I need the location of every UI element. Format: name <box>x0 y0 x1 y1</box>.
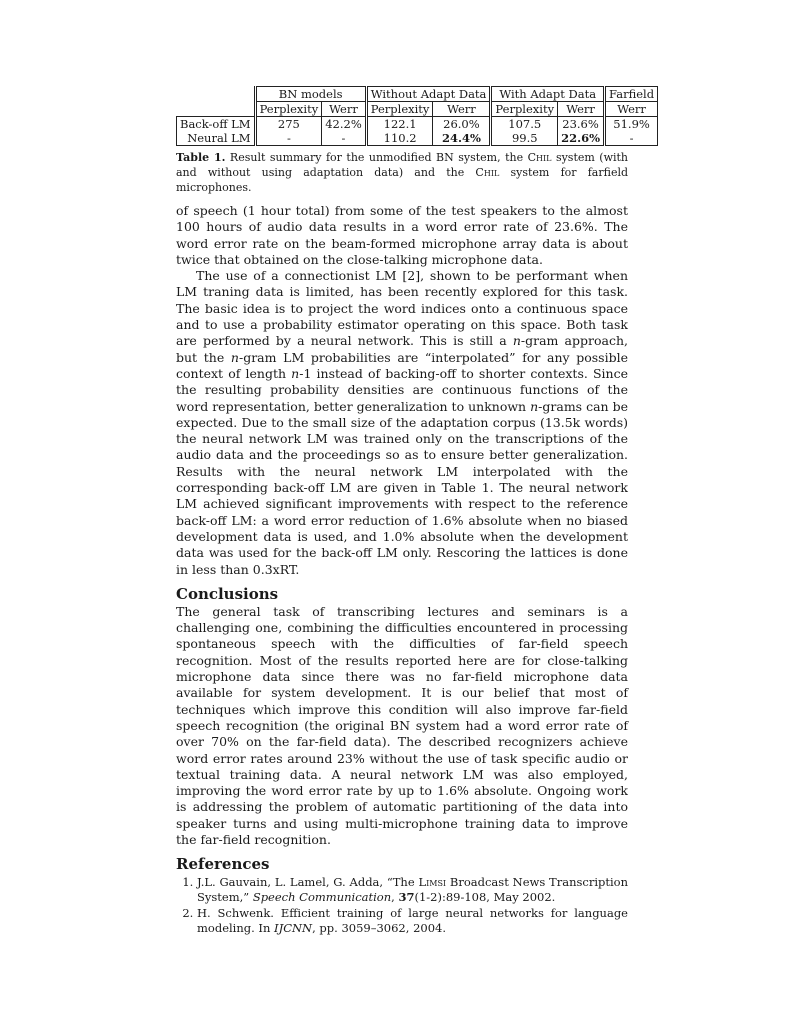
table-cell: 42.2% <box>322 117 367 132</box>
body-text <box>176 203 628 936</box>
table-cell: - <box>322 131 367 146</box>
table-cell: 22.6% <box>561 131 601 145</box>
table-cell: 23.6% <box>558 117 605 132</box>
table-row <box>177 117 658 132</box>
section-heading-conclusions: Conclusions <box>176 584 279 603</box>
table-cell: - <box>605 131 658 146</box>
table-cell: 99.5 <box>491 131 558 146</box>
table-header-with-adapt: With Adapt Data <box>491 87 605 102</box>
table-cell: 110.2 <box>366 131 433 146</box>
table-header-bn: BN models <box>255 87 366 102</box>
table-cell: 122.1 <box>366 117 433 132</box>
page-content <box>176 86 655 937</box>
table-subheader: Werr <box>322 102 367 117</box>
table-cell: - <box>255 131 322 146</box>
paragraph: The general task of transcribing lectures and seminars is a challenging one, combining the difficulties encountered in processing spontaneous speech with the difficulties of far-field speech recognition. Most of the results reported here are for close-talking microphone data since there was no far-field microphone data available for system development. It is our belief that most of techniques which improve this condition will also improve far-field speech recognition (the original BN system had a word error rate of over 70% on the far-field data). The described recognizers achieve word error rates around 23% without the use of task specific audio or textual training data. A neural network LM was also employed, improving the word error rate by up to 1.6% absolute. Ongoing work is addressing the problem of automatic partitioning of the data into speaker turns and using multi-microphone training data to improve the far-field recognition. <box>176 603 628 847</box>
table-caption: Table 1. Result summary for the unmodified BN system, the Chil system (with and without using adaptation data) and the Chil system for farfield microphones. <box>176 151 629 194</box>
table-cell: 107.5 <box>491 117 558 132</box>
table-subheader: Perplexity <box>255 102 322 117</box>
table-subheader: Werr <box>433 102 491 117</box>
table-subheader: Perplexity <box>491 102 558 117</box>
table-subheader: Perplexity <box>366 102 433 117</box>
paragraph: of speech (1 hour total) from some of the test speakers to the almost 100 hours of audio data results in a word error rate of 23.6%. The word error rate on the beam-formed microphone array data is about twice that obtained on the close-talking microphone data. <box>176 203 628 267</box>
results-table <box>176 86 658 146</box>
paragraph: The use of a connectionist LM [2], shown to be performant when LM traning data is limited, has been recently explored for this task. The basic idea is to project the word indices onto a continuous space and to use a probability estimator operating on this space. Both task are performed by a neural network. This is still a n-gram approach, but the n-gram LM probabilities are “interpolated” for any possible context of length n-1 instead of backing-off to shorter contexts. Since the resulting probability densities are continuous functions of the word representation, better generalization to unknown n-grams can be expected. Due to the small size of the adaptation corpus (13.5k words) the neural network LM was trained only on the transcriptions of the audio data and the proceedings so as to ensure better generalization. Results with the neural network LM interpolated with the corresponding back-off LM are given in Table 1. The neural network LM achieved significant improvements with respect to the reference back-off LM: a word error reduction of 1.6% absolute when no biased development data is used, and 1.0% absolute when the development data was used for the back-off LM only. Rescoring the lattices is done in less than 0.3xRT. <box>176 268 628 577</box>
table-subheader: Werr <box>558 102 605 117</box>
table-cell: 26.0% <box>433 117 491 132</box>
table-cell: 275 <box>255 117 322 132</box>
caption-label: Table 1. <box>176 151 226 164</box>
table-cell: 24.4% <box>441 131 481 145</box>
reference-item: 1. J.L. Gauvain, L. Lamel, G. Adda, “The Limsi Broadcast News Transcription System,” Speech Communication, 37(1-2):89-108, May 2002. <box>197 875 628 905</box>
reference-list <box>176 875 628 936</box>
table-row <box>177 131 658 146</box>
row-label: Neural LM <box>177 131 256 146</box>
table-header-farfield: Farfield <box>605 87 658 102</box>
row-label: Back-off LM <box>177 117 256 132</box>
section-heading-references: References <box>176 855 270 874</box>
table-subheader: Werr <box>605 102 658 117</box>
table-header-without-adapt: Without Adapt Data <box>366 87 491 102</box>
table-cell: 51.9% <box>605 117 658 132</box>
reference-item: 2. H. Schwenk. Efficient training of large neural networks for language modeling. In IJCNN, pp. 3059–3062, 2004. <box>197 906 628 936</box>
